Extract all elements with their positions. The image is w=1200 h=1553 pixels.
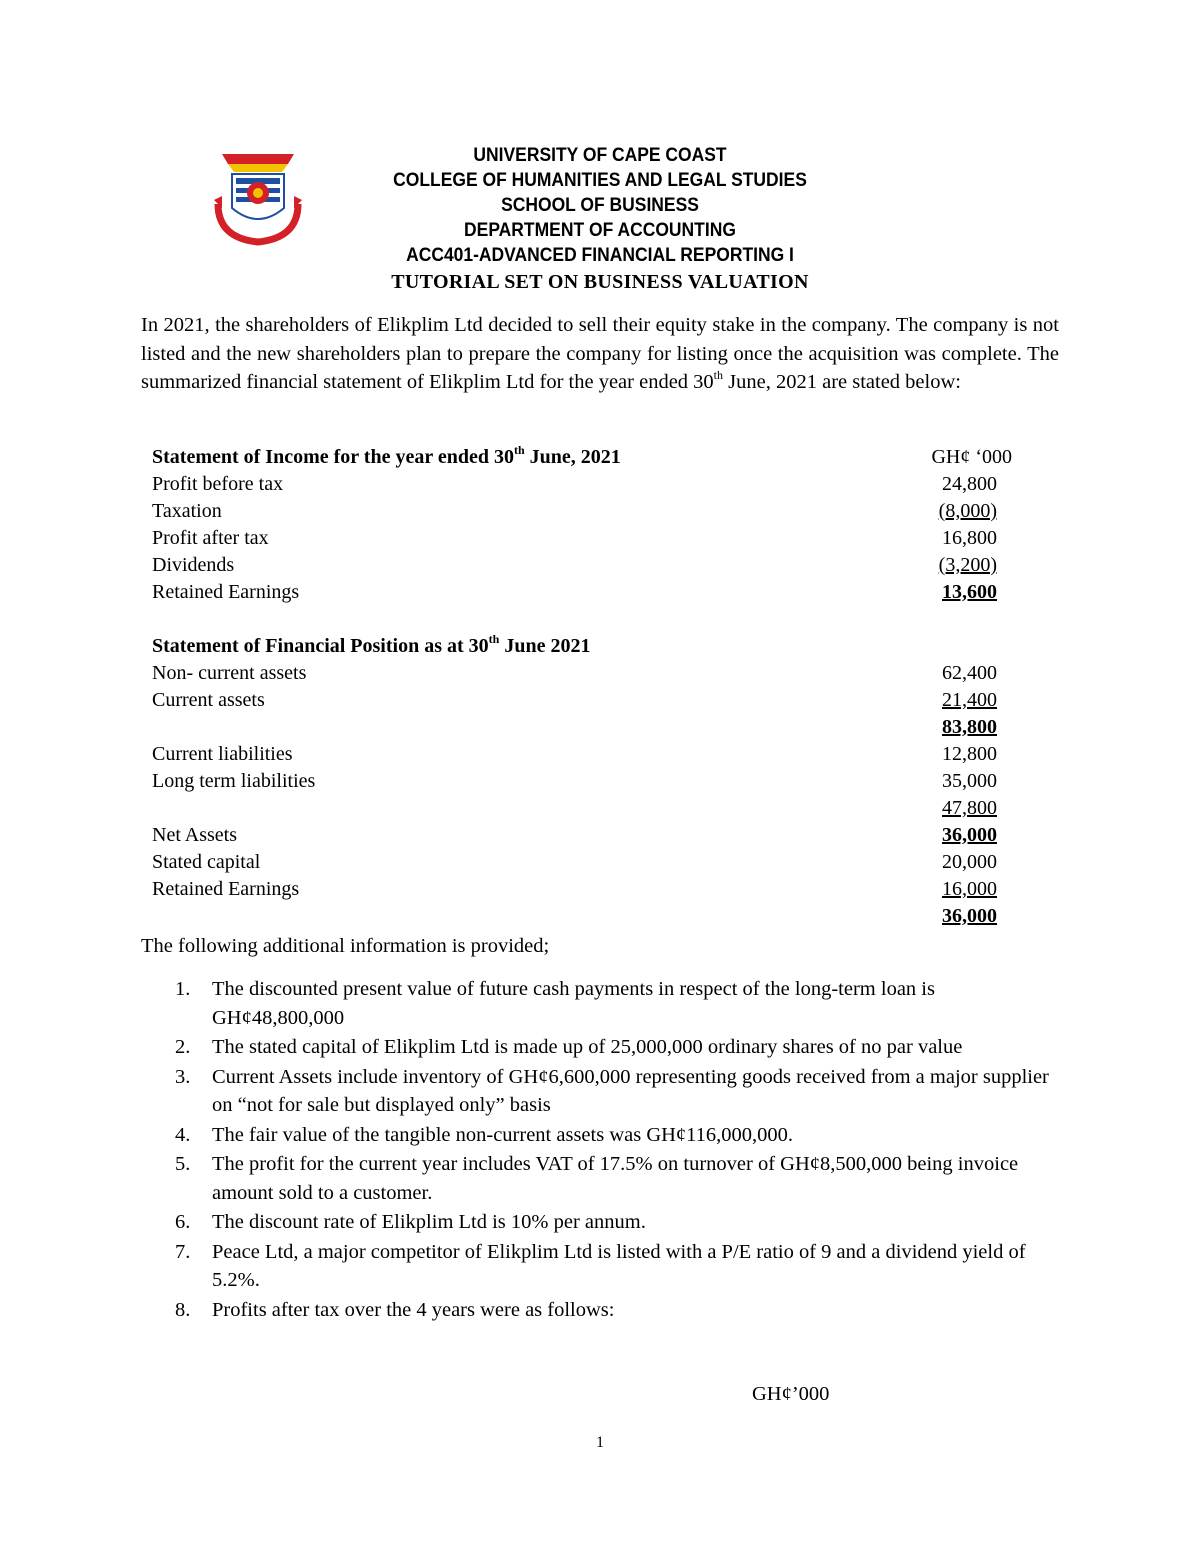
table-row: Long term liabilities 35,000 (152, 770, 997, 792)
table-row: Profit after tax 16,800 (152, 527, 997, 549)
table-row: Profit before tax 24,800 (152, 473, 997, 495)
document-header (0, 143, 1200, 296)
list-item: 2. The stated capital of Elikplim Ltd is made up of 25,000,000 ordinary shares of no par value (175, 1036, 963, 1058)
table-row: Taxation (8,000) (152, 500, 997, 522)
income-heading-row (152, 444, 1012, 471)
header-university: UNIVERSITY OF CAPE COAST (473, 145, 727, 166)
header-department: DEPARTMENT OF ACCOUNTING (464, 220, 736, 241)
income-statement (152, 444, 1012, 606)
income-heading: Statement of Income for the year ended 30th June, 2021 (152, 443, 621, 468)
list-item: 5. The profit for the current year includes VAT of 17.5% on turnover of GH¢8,500,000 being invoice amount sold to a customer. (175, 1153, 1019, 1204)
table-row: 36,000 (942, 905, 997, 927)
table-row: Current liabilities 12,800 (152, 743, 997, 765)
table-row: 83,800 (942, 716, 997, 738)
table-row: Retained Earnings 13,600 (152, 581, 997, 603)
additional-info-intro: The following additional information is provided; (141, 935, 550, 957)
financial-position-statement (152, 633, 1012, 930)
currency-label: GH¢ ‘000 (931, 446, 1012, 468)
position-heading-row (152, 633, 1012, 660)
list-item: 1. The discounted present value of future cash payments in respect of the long-term loan is GH¢48,800,000 (175, 978, 935, 1029)
header-school: SCHOOL OF BUSINESS (501, 195, 699, 216)
table-row: Non- current assets 62,400 (152, 662, 997, 684)
header-college: COLLEGE OF HUMANITIES AND LEGAL STUDIES (393, 170, 807, 191)
table-row: Current assets 21,400 (152, 689, 997, 711)
list-item: 7. Peace Ltd, a major competitor of Elikplim Ltd is listed with a P/E ratio of 9 and a dividend yield of 5.2%. (175, 1240, 1026, 1291)
table-row: Dividends (3,200) (152, 554, 997, 576)
header-course: ACC401-ADVANCED FINANCIAL REPORTING I (406, 245, 794, 266)
profits-currency-label: GH¢’000 (752, 1383, 830, 1405)
list-item: 8. Profits after tax over the 4 years were as follows: (175, 1298, 615, 1321)
intro-paragraph: In 2021, the shareholders of Elikplim Ltd decided to sell their equity stake in the company. The company is not listed and the new shareholders plan to prepare the company for listing once the acquisition was complete. The summarized financial statement of Elikplim Ltd for the year ended 30th June, 2021 are stated below: (141, 314, 1059, 394)
list-item: 4. The fair value of the tangible non-current assets was GH¢116,000,000. (175, 1123, 794, 1146)
list-item: 3. Current Assets include inventory of GH¢6,600,000 representing goods received from a major supplier on “not for sale but displayed only” basis (175, 1065, 1049, 1116)
table-row: Stated capital 20,000 (152, 851, 997, 873)
table-row: 47,800 (942, 797, 997, 819)
position-heading: Statement of Financial Position as at 30th June 2021 (152, 632, 591, 657)
additional-info-list (141, 975, 1061, 1325)
document-title: TUTORIAL SET ON BUSINESS VALUATION (391, 271, 809, 293)
list-item: 6. The discount rate of Elikplim Ltd is 10% per annum. (175, 1211, 646, 1233)
table-row: Retained Earnings 16,000 (152, 878, 997, 900)
table-row: Net Assets 36,000 (152, 824, 997, 846)
page-number: 1 (596, 1434, 604, 1451)
